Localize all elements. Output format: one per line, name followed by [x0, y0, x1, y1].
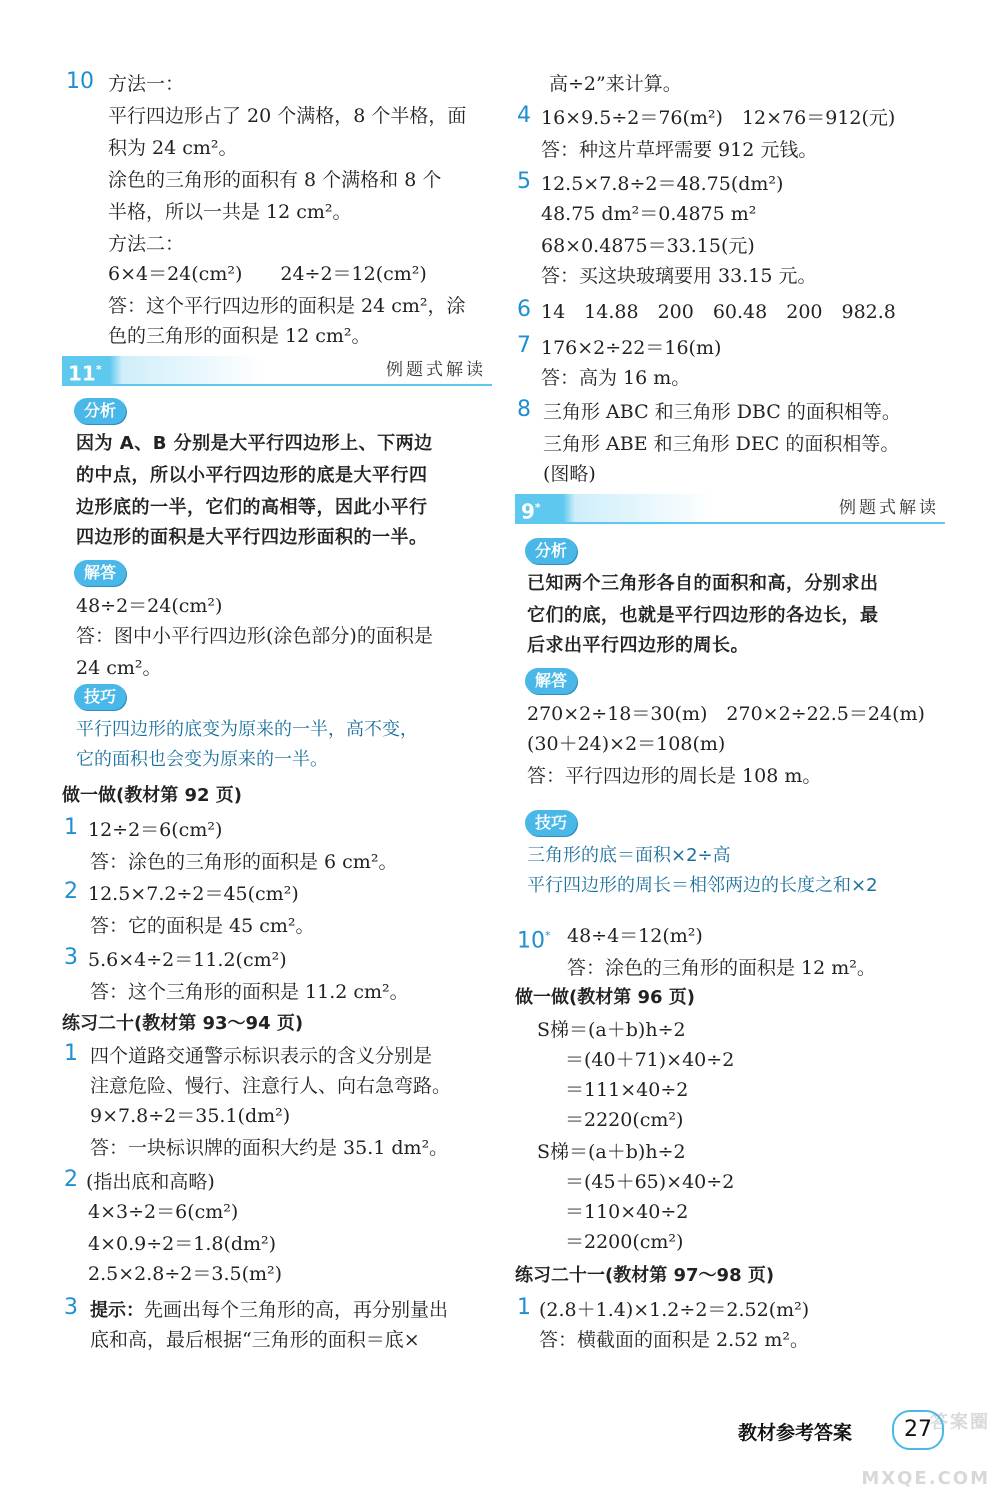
watermark-logo: 答案圈 MXQE.COM — [861, 1412, 990, 1489]
question-number: 7 — [517, 333, 531, 358]
text-line: 24 cm²。 — [76, 657, 162, 679]
text-line: 后求出平行四边形的周长。 — [527, 635, 749, 656]
text-line: 四个道路交通警示标识表示的含义分别是 — [90, 1045, 433, 1067]
text-line: 68×0.4875＝33.15(元) — [541, 235, 755, 257]
text-line: 4×3÷2＝6(cm²) — [88, 1201, 239, 1223]
question-number: 2 — [64, 1167, 78, 1192]
text-line: 高÷2”来计算。 — [549, 73, 682, 95]
section-title: 做一做(教材第 92 页) — [62, 785, 243, 806]
question-number: 6 — [517, 297, 531, 322]
tip-badge: 技巧 — [74, 684, 126, 710]
text-line: 半格，所以一共是 12 cm²。 — [108, 201, 352, 223]
text-line: 平行四边形占了 20 个满格，8 个半格，面 — [108, 105, 467, 127]
question-number: 8 — [517, 397, 531, 422]
text-line: 注意危险、慢行、注意行人、向右急弯路。 — [90, 1075, 452, 1097]
question-number: 3 — [64, 1295, 78, 1320]
text-line: 48÷2＝24(cm²) — [76, 595, 223, 617]
text-line: 48÷4＝12(m²) — [567, 925, 703, 947]
text-line: 答：它的面积是 45 cm²。 — [90, 915, 315, 937]
section-banner — [62, 356, 492, 386]
text-line: 270×2÷18＝30(m) 270×2÷22.5＝24(m) — [527, 703, 925, 725]
question-number: 1 — [64, 1041, 78, 1066]
question-number: 1 — [517, 1295, 531, 1320]
text-line: 色的三角形的面积是 12 cm²。 — [108, 325, 371, 347]
banner-title: 例题式解读 — [386, 360, 486, 380]
question-number: 2 — [64, 879, 78, 904]
formula-line: ＝(40＋71)×40÷2 — [565, 1049, 735, 1071]
text-line: 答：涂色的三角形的面积是 6 cm²。 — [90, 851, 398, 873]
text-line: 答：涂色的三角形的面积是 12 m²。 — [567, 957, 876, 979]
formula-line: ＝2220(cm²) — [565, 1109, 684, 1131]
formula-line: ＝(45＋65)×40÷2 — [565, 1171, 735, 1193]
hint-label: 提示： — [90, 1300, 144, 1321]
analysis-badge: 分析 — [525, 538, 577, 564]
section-title: 练习二十(教材第 93～94 页) — [62, 1013, 304, 1034]
hint-text: 先画出每个三角形的高，再分别量出 — [144, 1299, 449, 1321]
analysis-badge: 分析 — [74, 398, 126, 424]
footer-label: 教材参考答案 — [738, 1422, 853, 1444]
section-title: 练习二十一(教材第 97～98 页) — [515, 1265, 775, 1286]
text-line: 5.6×4÷2＝11.2(cm²) — [88, 949, 287, 971]
text-line: 16×9.5÷2＝76(m²) 12×76＝912(元) — [541, 107, 896, 129]
text-line: 底和高，最后根据“三角形的面积＝底× — [90, 1329, 420, 1351]
text-line: 因为 A、B 分别是大平行四边形上、下两边 — [76, 433, 433, 454]
text-line: 9×7.8÷2＝35.1(dm²) — [90, 1105, 291, 1127]
text-line: 6×4＝24(cm²) 24÷2＝12(cm²) — [108, 263, 427, 285]
banner-number: 9* — [521, 499, 541, 524]
text-line: (指出底和高略) — [86, 1171, 215, 1193]
banner-number: 11* — [68, 361, 102, 386]
text-line: 答：平行四边形的周长是 108 m。 — [527, 765, 822, 787]
page-number: 27 — [892, 1410, 944, 1450]
formula-line: S梯＝(a＋b)h÷2 — [537, 1141, 686, 1163]
text-line: 它的面积也会变为原来的一半。 — [76, 749, 328, 770]
text-line: 答：这个三角形的面积是 11.2 cm²。 — [90, 981, 409, 1003]
text-line: 14 14.88 200 60.48 200 982.8 — [541, 301, 896, 323]
text-line: (图略) — [543, 463, 596, 485]
formula-line: ＝2200(cm²) — [565, 1231, 684, 1253]
text-line: 边形底的一半，它们的高相等，因此小平行 — [76, 497, 428, 518]
text-line: 48.75 dm²＝0.4875 m² — [541, 203, 757, 225]
text-line: 方法一： — [108, 73, 185, 95]
text-line: 176×2÷22＝16(m) — [541, 337, 722, 359]
section-banner — [515, 494, 945, 524]
text-line: 的中点，所以小平行四边形的底是大平行四 — [76, 465, 428, 486]
section-title: 做一做(教材第 96 页) — [515, 987, 696, 1008]
banner-title: 例题式解读 — [839, 498, 939, 518]
text-line — [90, 1296, 448, 1325]
formula-line: S梯＝(a＋b)h÷2 — [537, 1019, 686, 1041]
text-line: 平行四边形的底变为原来的一半，高不变， — [76, 719, 418, 740]
text-line: 答：横截面的面积是 2.52 m²。 — [539, 1329, 810, 1351]
text-line: 答：买这块玻璃要用 33.15 元。 — [541, 265, 817, 287]
text-line: (2.8＋1.4)×1.2÷2＝2.52(m²) — [539, 1299, 810, 1321]
text-line: 平行四边形的周长＝相邻两边的长度之和×2 — [527, 875, 878, 896]
text-line: 答：图中小平行四边形(涂色部分)的面积是 — [76, 625, 433, 647]
text-line: 答：高为 16 m。 — [541, 367, 691, 389]
question-number: 3 — [64, 945, 78, 970]
text-line: 四边形的面积是大平行四边形面积的一半。 — [76, 527, 428, 548]
question-number: 10 — [66, 69, 94, 94]
tip-badge: 技巧 — [525, 810, 577, 836]
question-number: 10* — [517, 928, 551, 954]
question-number: 5 — [517, 169, 531, 194]
question-number: 1 — [64, 815, 78, 840]
text-line: 已知两个三角形各自的面积和高，分别求出 — [527, 573, 879, 594]
answer-badge: 解答 — [525, 668, 577, 694]
text-line: 三角形的底＝面积×2÷高 — [527, 845, 731, 866]
question-number: 4 — [517, 103, 531, 128]
text-line: 4×0.9÷2＝1.8(dm²) — [88, 1233, 277, 1255]
text-line: 12.5×7.8÷2＝48.75(dm²) — [541, 173, 784, 195]
text-line: 三角形 ABC 和三角形 DBC 的面积相等。 — [543, 401, 901, 423]
text-line: 方法二： — [108, 233, 185, 255]
text-line: 涂色的三角形的面积有 8 个满格和 8 个 — [108, 169, 442, 191]
text-line: 答：一块标识牌的面积大约是 35.1 dm²。 — [90, 1137, 449, 1159]
text-line: 答：这个平行四边形的面积是 24 cm²，涂 — [108, 295, 466, 317]
text-line: (30＋24)×2＝108(m) — [527, 733, 726, 755]
text-line: 答：种这片草坪需要 912 元钱。 — [541, 139, 818, 161]
text-line: 积为 24 cm²。 — [108, 137, 238, 159]
text-line: 三角形 ABE 和三角形 DEC 的面积相等。 — [543, 433, 900, 455]
text-line: 2.5×2.8÷2＝3.5(m²) — [88, 1263, 283, 1285]
text-line: 12.5×7.2÷2＝45(cm²) — [88, 883, 299, 905]
text-line: 12÷2＝6(cm²) — [88, 819, 223, 841]
formula-line: ＝111×40÷2 — [565, 1079, 689, 1101]
answer-badge: 解答 — [74, 560, 126, 586]
text-line: 它们的底，也就是平行四边形的各边长，最 — [527, 605, 879, 626]
formula-line: ＝110×40÷2 — [565, 1201, 689, 1223]
